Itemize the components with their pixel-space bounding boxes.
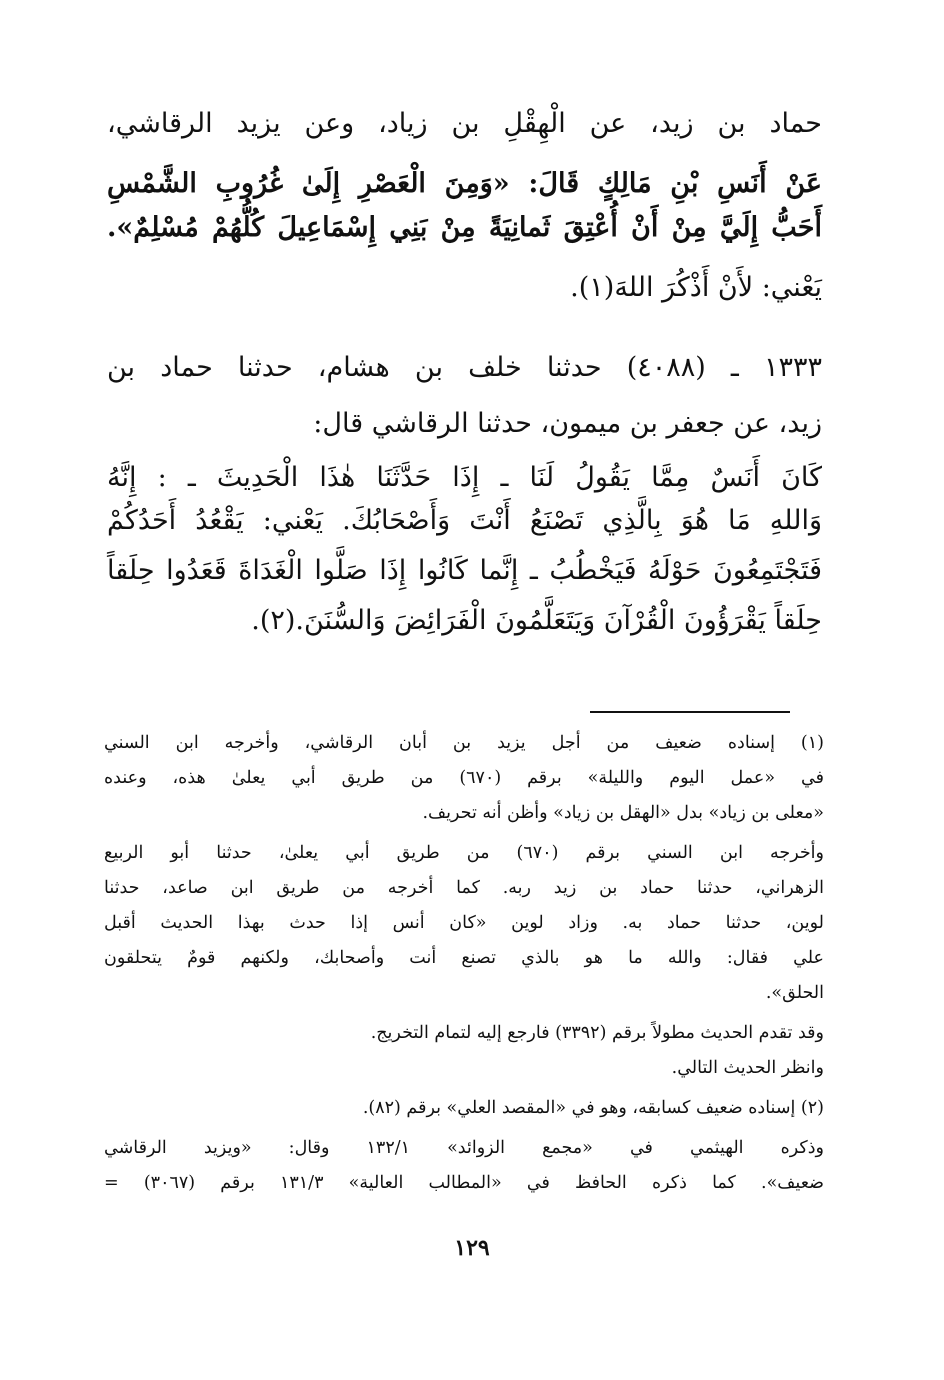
footnote-line: الحلق». (765, 983, 824, 1003)
footnote-line: علي فقال: والله ما هو بالذي تصنع أنت وأصحابك، ولكنهم قومٌ يتحلقون (104, 948, 824, 968)
footnote-line: وانظر الحديث التالي. (671, 1058, 824, 1078)
footnote-line: لوين، حدثنا حماد به. وزاد لوين «كان أنس إذا حدث بهذا الحديث أقبل (104, 913, 824, 933)
footnote-line: (٢) إسناده ضعيف كسابقه، وهو في «المقصد العلي» برقم (٨٢). (362, 1098, 824, 1118)
page-number: ١٢٩ (454, 1235, 490, 1261)
footnote-line: وقد تقدم الحديث مطولاً برقم (٣٣٩٢) فارجع إليه لتمام التخريج. (370, 1023, 824, 1043)
text-line: زيد، عن جعفر بن ميمون، حدثنا الرقاشي قال: (313, 408, 822, 439)
footnote-line: وأخرجه ابن السني برقم (٦٧٠) من طريق أبي يعلىٰ، حدثنا أبو الربيع (104, 843, 824, 863)
text-line: حِلَقاً يَقْرَؤُونَ الْقُرْآنَ وَيَتَعَلَّمُونَ الْفَرَائِضَ وَالسُّنَنَ.(٢). (251, 605, 822, 636)
footnote-line: (١) إسناده ضعيف من أجل يزيد بن أبان الرقاشي، وأخرجه ابن السني (104, 733, 824, 753)
footnote-line: الزهراني، حدثنا حماد بن زيد ربه. كما أخرجه من طريق ابن صاعد، حدثنا (104, 878, 824, 898)
footnote-line: في «عمل اليوم والليلة» برقم (٦٧٠) من طريق أبي يعلىٰ هذه، وعنده (104, 768, 824, 788)
text-line: يَعْني: لأَنْ أَذْكُرَ اللهَ(١). (570, 272, 822, 303)
text-line: كَانَ أَنَسٌ مِمَّا يَقُولُ لَنَا ـ إِذَا حَدَّثَنَا هٰذَا الْحَدِيثَ ـ : إِنَّهُ (107, 462, 822, 493)
text-line: فَتَجْتَمِعُونَ حَوْلَهُ فَيَخْطُبُ ـ إِنَّما كَانُوا إِذَا صَلَّوا الْغَدَاةَ قَعَدُوا حِلَقاً (107, 555, 822, 586)
text-line: وَاللهِ مَا هُوَ بِالَّذِي تَصْنَعُ أَنْتَ وَأَصْحَابُكَ. يَعْني: يَقْعُدُ أَحَدُكُمْ (107, 505, 822, 536)
text-line: عَنْ أَنَسِ بْنِ مَالِكٍ قَالَ: «وَمِنَ الْعَصْرِ إِلَىٰ غُرُوبِ الشَّمْسِ (107, 168, 823, 199)
text-line: أَحَبُّ إِلَيَّ مِنْ أَنْ أُعْتِقَ ثَمانِيَةً مِنْ بَنِي إِسْمَاعِيلَ كُلُّهُمْ مُسْلِمٌ». (107, 212, 822, 243)
footnote-line: ضعيف». كما ذكره الحافظ في «المطالب العالية» ١٣١/٣ برقم (٣٠٦٧) = (104, 1173, 824, 1193)
footnote-separator (590, 711, 790, 713)
footnote-line: «معلى بن زياد» بدل «الهقل بن زياد» وأظن أنه تحريف. (422, 803, 824, 823)
text-line: حماد بن زيد، عن الْهِقْلِ بن زياد، وعن يزيد الرقاشي، (107, 108, 822, 139)
footnote-line: وذكره الهيثمي في «مجمع الزوائد» ١٣٢/١ وقال: «ويزيد الرقاشي (104, 1138, 824, 1158)
hadith-number-line: ١٣٣٣ ـ (٤٠٨٨) حدثنا خلف بن هشام، حدثنا حماد بن (107, 352, 822, 383)
